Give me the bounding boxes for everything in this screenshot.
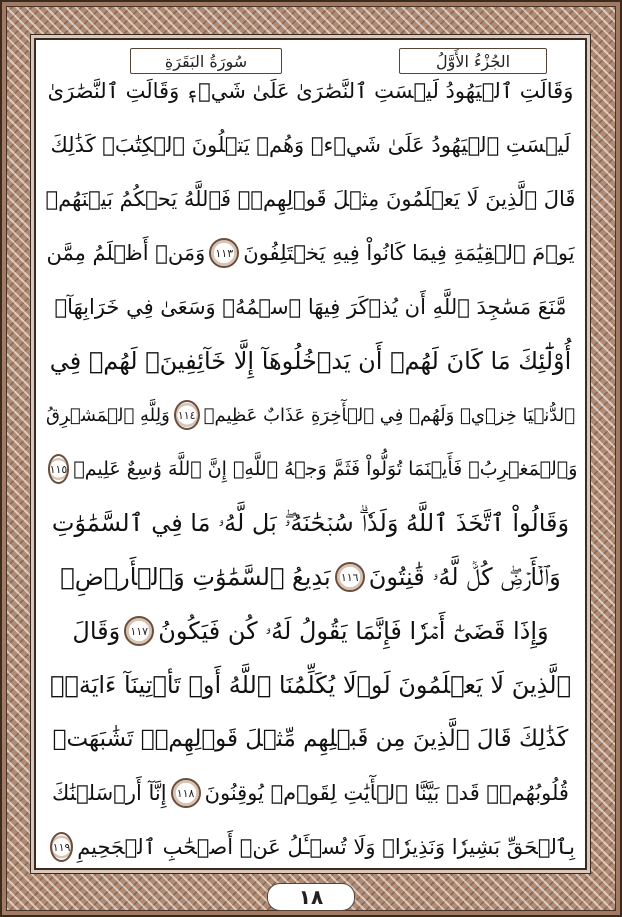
verse-line: بِٱلۡحَقِّ بَشِيرٗا وَنَذِيرٗاۖ وَلَا تُسۡـَٔلُ عَنۡ أَصۡحَٰبِ ٱلۡجَحِيمِ ١١٩ xyxy=(46,818,575,876)
verse-line: لَيۡسَتِ ٱلۡيَهُودُ عَلَىٰ شَيۡءٖ وَهُمۡ يَتۡلُونَ ٱلۡكِتَٰبَۗ كَذَٰلِكَ xyxy=(50,133,571,157)
ayah-number-marker: ١١٦ xyxy=(335,562,365,592)
ayah-number-marker: ١١٨ xyxy=(171,778,201,808)
ayah-number-marker: ١١٣ xyxy=(209,238,239,268)
verse-line: ٱلدُّنۡيَا خِزۡيٞ وَلَهُمۡ فِي ٱلۡأٓخِرَةِ عَذَابٌ عَظِيمٞ ١١٤ وَلِلَّهِ ٱلۡمَشۡرِقُ xyxy=(46,386,575,444)
verse-line: مَّنَعَ مَسَٰجِدَ ٱللَّهِ أَن يُذۡكَرَ فِيهَا ٱسۡمُهُۥ وَسَعَىٰ فِي خَرَابِهَآۚ xyxy=(54,295,567,319)
ayah-number-marker: ١١٥ xyxy=(48,454,70,484)
verse-line: وَٱلۡأَرۡضِۖ كُلّٞ لَّهُۥ قَٰنِتُونَ ١١٦ بَدِيعُ ٱلسَّمَٰوَٰتِ وَٱلۡأَرۡضِۖ xyxy=(60,563,561,591)
ayah-number-marker: ١١٩ xyxy=(50,832,73,862)
verse-line: يَوۡمَ ٱلۡقِيَٰمَةِ فِيمَا كَانُواْ فِيهِ يَخۡتَلِفُونَ ١١٣ وَمَنۡ أَظۡلَمُ مِمَّن xyxy=(46,224,575,282)
verse-line: وَقَالُواْ ٱتَّخَذَ ٱللَّهُ وَلَدٗاۗ سُبۡحَٰنَهُۥۖ بَل لَّهُۥ مَا فِي ٱلسَّمَٰوَٰتِ xyxy=(51,509,570,537)
surah-label: سُورَةُ البَقَرَةِ xyxy=(130,48,282,74)
verse-line: وَٱلۡمَغۡرِبُۚ فَأَيۡنَمَا تُوَلُّواْ فَثَمَّ وَجۡهُ ٱللَّهِۚ إِنَّ ٱللَّهَ وَٰسِعٌ عَلِيمٞ ١١٥ xyxy=(46,440,575,498)
ayah-number-marker: ١١٧ xyxy=(124,616,154,646)
verse-lines xyxy=(45,62,578,868)
verse-line: قَالَ ٱلَّذِينَ لَا يَعۡلَمُونَ مِثۡلَ قَوۡلِهِمۡۚ فَٱللَّهُ يَحۡكُمُ بَيۡنَهُمۡ xyxy=(45,187,576,211)
verse-line: كَذَٰلِكَ قَالَ ٱلَّذِينَ مِن قَبۡلِهِم مِّثۡلَ قَوۡلِهِمۡۘ تَشَٰبَهَتۡ xyxy=(52,726,569,752)
verse-line: أُوْلَٰٓئِكَ مَا كَانَ لَهُمۡ أَن يَدۡخُلُوهَآ إِلَّا خَآئِفِينَۚ لَهُمۡ فِي xyxy=(49,347,572,375)
verse-line: قُلُوبُهُمۡۗ قَدۡ بَيَّنَّا ٱلۡأٓيَٰتِ لِقَوۡمٖ يُوقِنُونَ ١١٨ إِنَّآ أَرۡسَلۡنَٰكَ xyxy=(46,764,575,822)
juz-label: الجُزْءُ الأَوَّلُ xyxy=(399,48,547,74)
ayah-number-marker: ١١٤ xyxy=(174,400,200,430)
page-number: ١٨ xyxy=(267,883,355,911)
verse-line: ٱلَّذِينَ لَا يَعۡلَمُونَ لَوۡلَا يُكَلِّمُنَا ٱللَّهُ أَوۡ تَأۡتِينَآ ءَايَةٞۗ xyxy=(50,671,571,699)
verse-line: وَإِذَا قَضَىٰٓ أَمۡرٗا فَإِنَّمَا يَقُولُ لَهُۥ كُن فَيَكُونُ ١١٧ وَقَالَ xyxy=(72,617,549,645)
text-panel xyxy=(34,38,587,870)
verse-line: وَقَالَتِ ٱلۡيَهُودُ لَيۡسَتِ ٱلنَّصَٰرَىٰ عَلَىٰ شَيۡءٖ وَقَالَتِ ٱلنَّصَٰرَىٰ xyxy=(47,79,574,103)
